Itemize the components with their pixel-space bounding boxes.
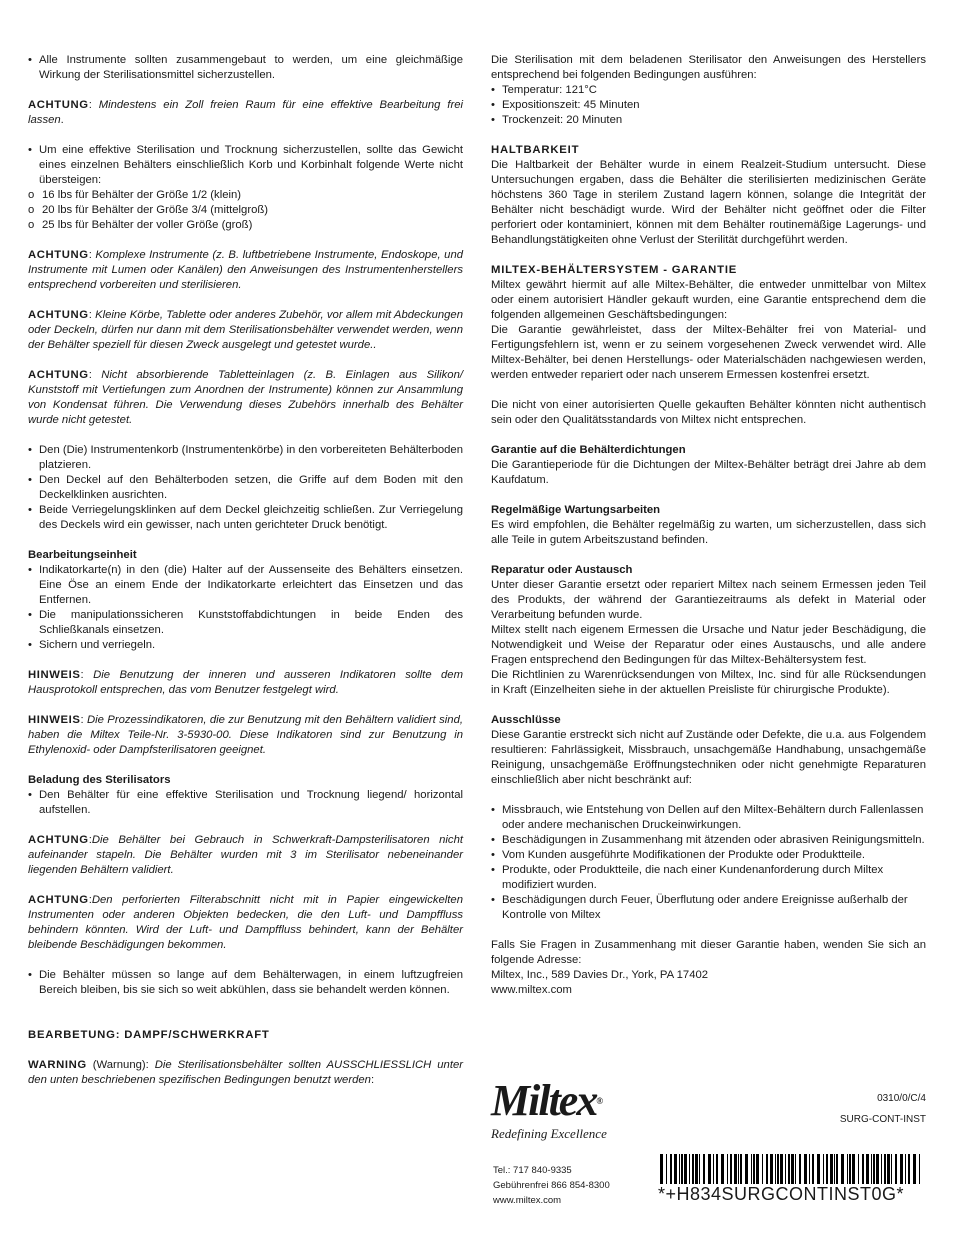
section-heading: Bearbeitungseinheit <box>28 549 137 561</box>
barcode-bar <box>858 1154 859 1184</box>
barcode-bar <box>670 1154 672 1184</box>
website-link[interactable]: www.miltex.com <box>493 1195 562 1206</box>
section-heading: Beladung des Sterilisators <box>28 774 171 786</box>
barcode-bar <box>708 1154 711 1184</box>
barcode-bar <box>762 1154 763 1184</box>
paragraph: Es wird empfohlen, die Behälter regelmäßig zu warten, um sicherzustellen, dass sich alle Teile in gutem Arbeitszustand befinden. <box>491 519 926 546</box>
barcode-bar <box>780 1154 783 1184</box>
barcode-bar <box>734 1154 737 1184</box>
bullet-item: • Vom Kunden ausgeführte Modifikationen der Produkte oder Produktteile. <box>491 849 865 861</box>
barcode-bar <box>684 1154 687 1184</box>
barcode-bar <box>871 1154 872 1184</box>
barcode-bar <box>788 1154 790 1184</box>
right-column <box>491 53 926 998</box>
barcode-text: *+H834SURGCONTINST0G* <box>658 1184 905 1204</box>
caution-note: ACHTUNG:Die Behälter bei Gebrauch in Schwerkraft-Dampsterilisatoren nicht aufeinander stapeln. Die Behälter wurden mit 3 im Sterilisator nebeneinander liegenden Behältern validiert. <box>28 834 463 876</box>
barcode-bar <box>895 1154 897 1184</box>
barcode-bar <box>795 1154 796 1184</box>
document-id: SURG-CONT-INST <box>839 1114 926 1125</box>
barcode-bar <box>730 1154 732 1184</box>
paragraph: Die Haltbarkeit der Behälter wurde in einem Realzeit-Studium untersucht. Diese Untersuchungen ergaben, dass die Behälter die sterilisierten medizinischen Geräte höchstens 360 Tage in sterilem Zustand lagern können, solange die Integrität der Behälter nicht beschädigt wurde. Wird der Behälter nicht geöffnet oder die Filter perforiert oder kontaminiert, können mit dem Behälter routinemäßige Lagerungs- und Behandlungstätigkeiten ohne Verlust der Sterilität durchgeführt werden. <box>491 159 926 246</box>
paragraph: Miltex gewährt hiermit auf alle Miltex-Behälter, die entweder unmittelbar von Miltex oder einem autorisiert Händler gekauft wurden, eine Garantie entsprechend dem die folgenden allgemeinen Geschäftsbedingungen: <box>491 279 926 321</box>
warning-note: WARNING (Warnung): Die Sterilisationsbehälter sollten AUSSCHLIESSLICH unter den unten beschriebenen spezifischen Bedingungen benutzt werden: <box>28 1059 464 1086</box>
barcode-bar <box>881 1154 882 1184</box>
barcode-bar <box>785 1154 786 1184</box>
sub-item: o 20 lbs für Behälter der Größe 3/4 (mittelgroß) <box>28 204 269 216</box>
barcode-bar <box>866 1154 869 1184</box>
caution-note: ACHTUNG: Nicht absorbierende Tabletteinlagen (z. B. Einlagen aus Silikon/ Kunststoff mit Vertiefungen zum Anordnen der Instrumente) können zur Ansammlung von Kondensat führen. Die Verwendung dieses Zubehörs innerhalb des Behälter wurde nicht getestet. <box>28 369 463 426</box>
paragraph: Miltex stellt nach eigenem Ermessen die Ursache und Natur jeder Beschädigung, die Notwendigkeit und Weise der Reparatur oder eines Austauschs, und alle andere Fragen entsprechend den Bedingungen für das Miltex-Behältersystem fest. <box>491 624 926 666</box>
notice-note: HINWEIS: Die Prozessindikatoren, die zur Benutzung mit den Behältern validiert sind, haben die Miltex Teile-Nr. 3-5930-00. Diese Indikatoren sind zur Benutzung in Ethylenoxid- oder Dampfsterilisatoren geeignet. <box>28 714 463 756</box>
barcode-bar <box>721 1154 724 1184</box>
section-heading: BEARBETUNG: DAMPF/SCHWERKRAFT <box>28 1029 270 1041</box>
barcode-bar <box>777 1154 779 1184</box>
barcode-bar <box>849 1154 851 1184</box>
barcode-bar <box>756 1154 759 1184</box>
barcode-bar <box>679 1154 680 1184</box>
barcode-bar <box>791 1154 794 1184</box>
paragraph: Falls Sie Fragen in Zusammenhang mit dieser Garantie haben, wenden Sie sich an folgende Adresse: <box>491 939 926 966</box>
barcode-bar <box>876 1154 879 1184</box>
bullet-item: • Beschädigungen durch Feuer, Überflutung oder andere Ereignisse außerhalb der Kontrolle von Miltex <box>491 894 908 921</box>
barcode-bar <box>674 1154 677 1184</box>
left-column <box>28 53 463 1088</box>
paragraph: Die Richtlinien zu Warenrücksendungen von Miltex, Inc. sind für alle Rücksendungen in Kraft (Einzelheiten siehe in der aktuellen Preisliste für chirurgische Produkte). <box>491 669 926 696</box>
paragraph: Unter dieser Garantie ersetzt oder repariert Miltex nach seinem Ermessen jeden Teil des Produkts, der während der Garantiezeitraums als defekt in Material oder Verarbeitung befunden wurde. <box>491 579 926 621</box>
barcode-bar <box>834 1154 835 1184</box>
bullet-item: • Die Behälter müssen so lange auf dem Behälterwagen, in einem luftzugfreien Bereich bleiben, bis sie sich so weit abkühlen, dass sie behandelt werden können. <box>28 969 463 996</box>
barcode-bar <box>745 1154 748 1184</box>
barcode-bar <box>804 1154 807 1184</box>
barcode-bar <box>908 1154 910 1184</box>
section-heading: Regelmäßige Wartungsarbeiten <box>491 504 661 516</box>
section-heading: Ausschlüsse <box>491 714 561 726</box>
logo-tagline: Redefining Excellence <box>491 1126 607 1141</box>
contact-block <box>493 1163 610 1208</box>
barcode-bar <box>887 1154 890 1184</box>
barcode-bar <box>809 1154 810 1184</box>
barcode-bar <box>817 1154 820 1184</box>
barcode-bar <box>873 1154 875 1184</box>
phone-number: Tel.: 717 840-9335 <box>493 1165 572 1176</box>
barcode-bar <box>716 1154 718 1184</box>
barcode-bar <box>905 1154 906 1184</box>
bullet-item: • Sichern und verriegeln. <box>28 639 156 651</box>
caution-note: ACHTUNG:Den perforierten Filterabschnitt nicht mit in Papier eingewickelten Instrumenten oder anderen Objekten bedecken, die den Luft- und Dampffluss behindern könnten. Wird der Luft- und Dampffluss behindert, kann der Behälter bleibende Beschädigungen bekommen. <box>28 894 463 951</box>
barcode-bar <box>891 1154 892 1184</box>
paragraph: Diese Garantie erstreckt sich nicht auf Zustände oder Defekte, die u.a. aus Folgendem resultieren: Fahrlässigkeit, Missbrauch, unsachgemäße Handhabung, unsachgemäße Reinigung, unsachgemäße Eröffnungstechniken oder nicht genehmigte Reparaturen einschließlich aber nicht beschränkt auf: <box>491 729 926 786</box>
paragraph: Die nicht von einer autorisierten Quelle gekauften Behälter könnten nicht authentisch sein oder den Qualitätsstandards von Miltex nicht entsprechen. <box>491 399 926 426</box>
barcode-bar <box>799 1154 801 1184</box>
barcode-bar <box>740 1154 742 1184</box>
barcode-bar <box>900 1154 903 1184</box>
barcode-bar <box>751 1154 752 1184</box>
barcode-bar <box>852 1154 855 1184</box>
section-heading: MILTEX-BEHÄLTERSYSTEM - GARANTIE <box>491 264 738 276</box>
bullet-item: • Den Deckel auf den Behälterboden setzen, die Griffe auf dem Boden mit den Deckelklinken ausrichten. <box>28 474 463 501</box>
barcode-bar <box>660 1154 663 1184</box>
bullet-item: • Temperatur: 121°C <box>491 84 597 96</box>
barcode-bar <box>689 1154 690 1184</box>
barcode-bar <box>766 1154 768 1184</box>
bullet-item: • Expositionszeit: 45 Minuten <box>491 99 640 111</box>
caution-note: ACHTUNG: Komplexe Instrumente (z. B. luftbetriebene Instrumente, Endoskope, und Instrumente mit Lumen oder Kanälen) den Anweisungen des Instrumentenherstellers entsprechend vorbereiten und sterilisieren. <box>28 249 464 291</box>
bullet-item: • Den (Die) Instrumentenkorb (Instrumentenkörbe) in den vorbereiteten Behälterboden platzieren. <box>28 444 463 471</box>
bullet-item: • Trockenzeit: 20 Minuten <box>491 114 623 126</box>
barcode-bar <box>681 1154 683 1184</box>
barcode <box>658 1154 923 1205</box>
barcode-bar <box>812 1154 814 1184</box>
barcode-bar <box>826 1154 828 1184</box>
bullet-item: • Produkte, oder Produktteile, die nach einer Kundenanforderung durch Miltex modifiziert wurden. <box>491 864 884 891</box>
barcode-bar <box>666 1154 667 1184</box>
barcode-bar <box>703 1154 705 1184</box>
notice-note: HINWEIS: Die Benutzung der inneren und ausseren Indikatoren sollte dem Hausprotokoll entsprechen, das vom Benutzer festgelegt wird. <box>28 669 463 696</box>
barcode-bar <box>770 1154 773 1184</box>
section-heading: Reparatur oder Austausch <box>491 564 633 576</box>
paragraph: Die Garantieperiode für die Dichtungen der Miltex-Behälter beträgt drei Jahre ab dem Kaufdatum. <box>491 459 926 486</box>
barcode-bar <box>841 1154 844 1184</box>
barcode-bar <box>753 1154 755 1184</box>
bullet-item: • Den Behälter für eine effektive Sterilisation und Trocknung liegend/ horizontal aufstellen. <box>28 789 463 816</box>
document-code: 0310/0/C/4 <box>877 1093 926 1104</box>
barcode-bar <box>692 1154 694 1184</box>
bullet-item: • Beschädigungen in Zusammenhang mit ätzenden oder abrasiven Reinigungsmitteln. <box>491 834 925 846</box>
section-heading: HALTBARKEIT <box>491 144 580 156</box>
barcode-bar <box>695 1154 698 1184</box>
barcode-bar <box>847 1154 848 1184</box>
barcode-bar <box>836 1154 838 1184</box>
miltex-logo: Miltex® Redefining Excellence <box>491 1078 621 1153</box>
paragraph: Die Sterilisation mit dem beladenen Sterilisator den Anweisungen des Herstellers entsprechend bei folgenden Bedingungen ausführen: <box>491 54 926 81</box>
sub-item: o 16 lbs für Behälter der Größe 1/2 (klein) <box>28 189 242 201</box>
caution-note: ACHTUNG: Mindestens ein Zoll freien Raum für eine effektive Bearbeitung frei lassen. <box>28 99 464 126</box>
barcode-bar <box>775 1154 776 1184</box>
paragraph: Die Garantie gewährleistet, dass der Miltex-Behälter frei von Material- und Fertigungsfehlern ist, wenn er zu seinem vorgesehenen Zweck verwendet wird. Alle Miltex-Behälter, bei denen Herstellungs- oder Materialschäden nachgewiesen werden, werden entweder repariert oder nach unserem Ermessen kostenfrei ersetzt. <box>491 324 926 381</box>
bullet-item: • Die manipulationssicheren Kunststoffabdichtungen in beide Enden des Schließkanals einsetzen. <box>28 609 463 636</box>
caution-note: ACHTUNG: Kleine Körbe, Tablette oder anderes Zubehör, vor allem mit Abdeckungen oder Deckeln, dürfen nur dann mit dem Sterilisationsbehälter verwendet werden, wenn der Behälter speziell für diesen Zweck ausgelegt und getestet wurde.. <box>28 309 464 351</box>
sub-item: o 25 lbs für Behälter der voller Größe (groß) <box>28 219 253 231</box>
barcode-bar <box>884 1154 886 1184</box>
barcode-bar <box>913 1154 916 1184</box>
bullet-item: • Alle Instrumente sollten zusammengebaut to werden, um eine gleichmäßige Wirkung der Sterilisationsmittel sicherzustellen. <box>28 54 463 81</box>
barcode-bar <box>919 1154 920 1184</box>
bullet-item: • Missbrauch, wie Entstehung von Dellen auf den Miltex-Behältern durch Fallenlassen oder andere mechanischen Druckeinwirkungen. <box>491 804 924 831</box>
barcode-bar <box>738 1154 739 1184</box>
barcode-bar <box>830 1154 833 1184</box>
toll-free-number: Gebührenfrei 866 854-8300 <box>493 1180 610 1191</box>
barcode-bar <box>823 1154 824 1184</box>
address: Miltex, Inc., 589 Davies Dr., York, PA 17402 <box>491 969 709 981</box>
section-heading: Garantie auf die Behälterdichtungen <box>491 444 686 456</box>
bullet-item: • Indikatorkarte(n) in den (die) Halter auf der Aussenseite des Behälters einsetzen. Eine Öse an einem Ende der Indikatorkarte erleichtert das Einsetzen und das Entfernen. <box>28 564 463 606</box>
website-link[interactable]: www.miltex.com <box>491 984 572 996</box>
barcode-bar <box>727 1154 728 1184</box>
bullet-item: • Um eine effektive Sterilisation und Trocknung sicherzustellen, sollte das Gewicht eines einzelnen Behälters einschließlich Korb und Korbinhalt folgende Werte nicht übersteigen: <box>28 144 463 186</box>
bullet-item: • Beide Verriegelungsklinken auf dem Deckel gleichzeitig schließen. Zur Verriegelung des Deckels wird ein gewisser, nach unten gerichteter Druck benötigt. <box>28 504 463 531</box>
barcode-bar <box>699 1154 700 1184</box>
barcode-bar <box>862 1154 864 1184</box>
barcode-bar <box>713 1154 714 1184</box>
barcode-bars <box>658 1154 923 1184</box>
